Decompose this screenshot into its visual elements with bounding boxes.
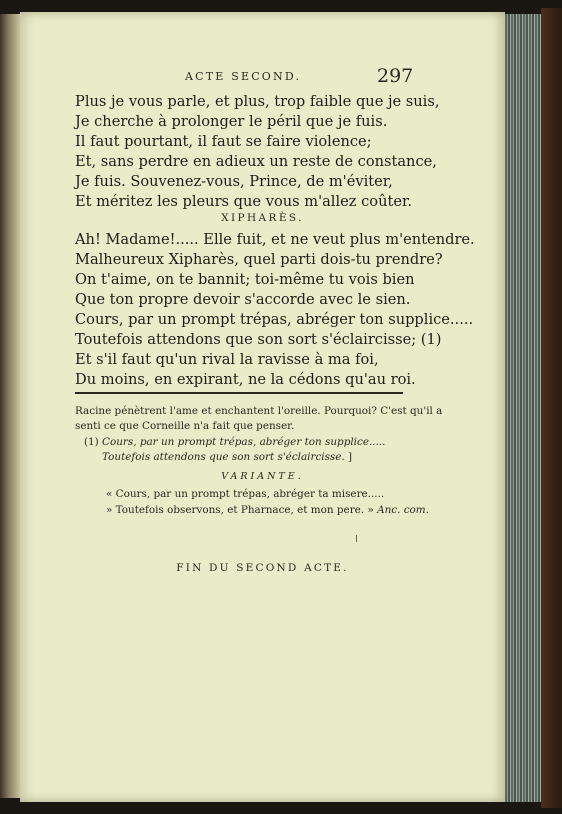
page-number: 297 xyxy=(377,65,414,87)
variante-heading: VARIANTE. xyxy=(221,471,304,482)
facing-page-edge xyxy=(0,14,20,798)
verse-line: Ah! Madame!..... Elle fuit, et ne veut plus m'entendre. xyxy=(75,231,475,248)
verse-line: Que ton propre devoir s'accorde avec le sien. xyxy=(75,291,411,308)
verse-line: Je cherche à prolonger le péril que je fuis. xyxy=(75,113,388,130)
footnote-text: Toutefois attendons que son sort s'éclaircisse. xyxy=(102,451,345,463)
verse-line: Et méritez les pleurs que vous m'allez coûter. xyxy=(75,193,412,210)
commentary-line: Racine pénètrent l'ame et enchantent l'oreille. Pourquoi? C'est qu'il a xyxy=(75,405,443,417)
ink-mark xyxy=(356,535,357,542)
verse-line: Il faut pourtant, il faut se faire violence; xyxy=(75,133,372,150)
section-rule xyxy=(75,392,403,394)
variante-source: Anc. com. xyxy=(377,504,429,516)
footnote-line xyxy=(102,450,352,464)
variante-line xyxy=(106,503,429,517)
verse-line: Toutefois attendons que son sort s'éclaircisse; (1) xyxy=(75,331,442,348)
footnote-number: (1) xyxy=(84,436,99,448)
commentary-line: senti ce que Corneille n'a fait que penser. xyxy=(75,420,295,432)
verse-line: Et, sans perdre en adieux un reste de constance, xyxy=(75,153,437,170)
running-title: ACTE SECOND. xyxy=(185,70,302,83)
page-header xyxy=(20,67,505,91)
act-end-line: FIN DU SECOND ACTE. xyxy=(176,562,349,574)
verse-line: Malheureux Xipharès, quel parti dois-tu prendre? xyxy=(75,251,443,268)
speaker-name: XIPHARÈS. xyxy=(221,212,304,224)
footnote-bracket: ] xyxy=(348,451,353,463)
verse-line: Du moins, en expirant, ne la cédons qu'au roi. xyxy=(75,371,416,388)
footnote-line xyxy=(84,435,386,449)
verse-line: Cours, par un prompt trépas, abréger ton supplice..... xyxy=(75,311,474,328)
verse-line: Et s'il faut qu'un rival la ravisse à ma foi, xyxy=(75,351,379,368)
book-cover xyxy=(541,8,562,808)
footnote-text: Cours, par un prompt trépas, abréger ton supplice..... xyxy=(102,436,386,448)
variante-line: « Cours, par un prompt trépas, abréger ta misere..... xyxy=(106,488,385,500)
variante-text: » Toutefois observons, et Pharnace, et mon pere. » xyxy=(106,504,374,516)
verse-line: On t'aime, on te bannit; toi-même tu vois bien xyxy=(75,271,415,288)
verse-line: Je fuis. Souvenez-vous, Prince, de m'éviter, xyxy=(75,173,393,190)
verse-line: Plus je vous parle, et plus, trop faible que je suis, xyxy=(75,93,440,110)
